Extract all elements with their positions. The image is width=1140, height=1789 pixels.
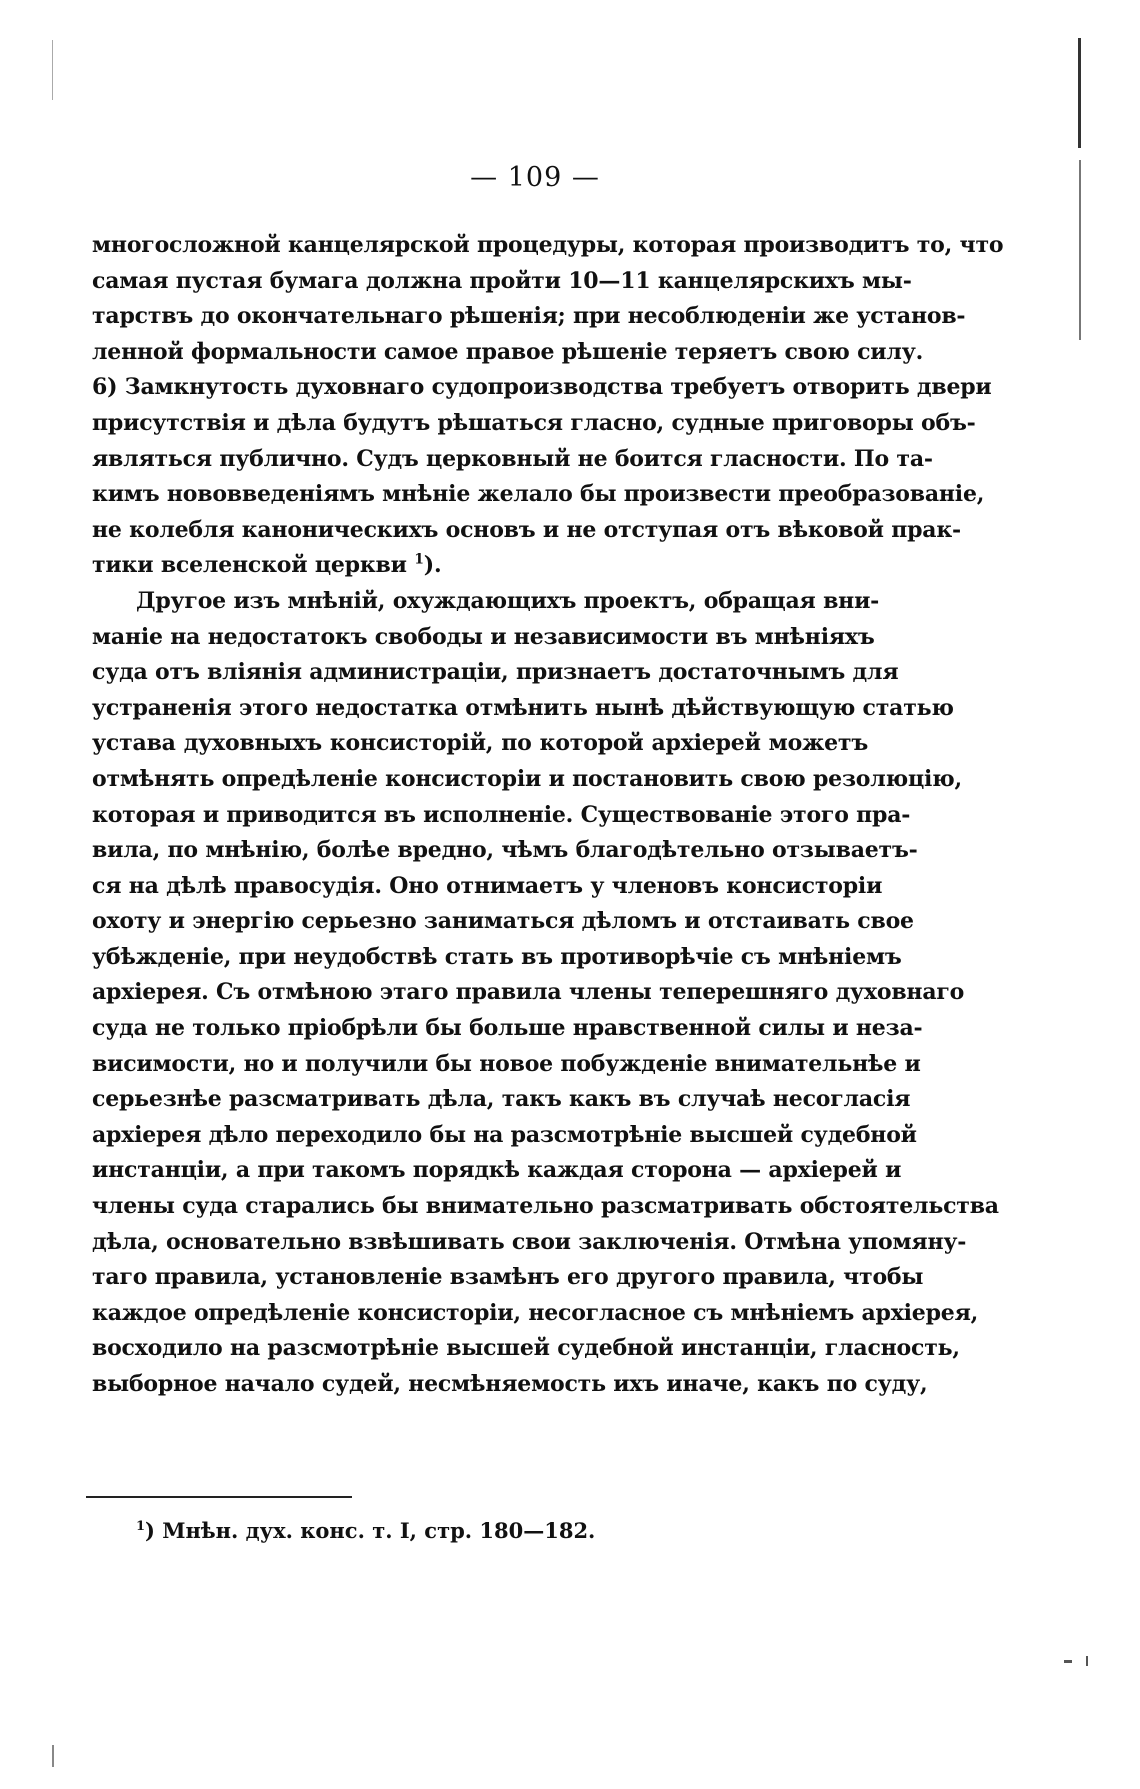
- footnote-divider: [86, 1496, 352, 1498]
- text-line: маніе на недостатокъ свободы и независимости въ мнѣніяхъ: [92, 623, 875, 650]
- text-line: таго правила, установленіе взамѣнъ его другого правила, чтобы: [92, 1264, 924, 1291]
- text-line: архіерея. Съ отмѣною этаго правила члены теперешняго духовнаго: [92, 979, 965, 1006]
- scan-speck-4: [52, 40, 53, 100]
- text-line: ленной формальности самое правое рѣшеніе теряетъ свою силу.: [92, 338, 924, 365]
- text-line-with-footnote-ref: [92, 548, 868, 584]
- text-line: члены суда старались бы внимательно разсматривать обстоятельства: [92, 1193, 999, 1220]
- scan-edge-line: [1078, 38, 1081, 148]
- paragraph-first-line: Другое изъ мнѣній, охуждающихъ проектъ, обращая вни-: [136, 587, 880, 614]
- text-line: убѣжденіе, при неудобствѣ стать въ противорѣчіе съ мнѣніемъ: [92, 943, 902, 970]
- text-line: вила, по мнѣнію, болѣе вредно, чѣмъ благодѣтельно отзываетъ-: [92, 837, 918, 864]
- text-line: 6) Замкнутость духовнаго судопроизводства требуетъ отворить двери: [92, 374, 992, 401]
- text-line: устраненія этого недостатка отмѣнить нынѣ дѣйствующую статью: [92, 694, 954, 721]
- footnote-reference-close: ).: [423, 552, 442, 579]
- text-line: серьезнѣе разсматривать дѣла, такъ какъ въ случаѣ несогласія: [92, 1086, 911, 1113]
- text-line: тарствъ до окончательнаго рѣшенія; при несоблюденіи же установ-: [92, 303, 966, 330]
- text-line: отмѣнять опредѣленіе консисторіи и постановить свою резолюцію,: [92, 765, 962, 792]
- text-line: каждое опредѣленіе консисторіи, несогласное съ мнѣніемъ архіерея,: [92, 1299, 979, 1326]
- page-number: — 109 —: [470, 162, 600, 193]
- scan-edge-line-lower: [1079, 160, 1081, 340]
- footnote-text: ) Мнѣн. дух. конс. т. I, стр. 180—182.: [145, 1518, 596, 1543]
- text-line: выборное начало судей, несмѣняемость ихъ иначе, какъ по суду,: [92, 1371, 928, 1397]
- text-line: висимости, но и получили бы новое побужденіе внимательнѣе и: [92, 1050, 921, 1077]
- text-line: тики вселенской церкви: [92, 552, 407, 579]
- text-line: инстанціи, а при такомъ порядкѣ каждая сторона — архіерей и: [92, 1157, 902, 1184]
- text-line: присутствія и дѣла будутъ рѣшаться гласно, судные приговоры объ-: [92, 409, 976, 436]
- text-line: архіерея дѣло переходило бы на разсмотрѣніе высшей судебной: [92, 1121, 917, 1148]
- text-line: восходило на разсмотрѣніе высшей судебной инстанціи, гласность,: [92, 1335, 960, 1362]
- body-text: [92, 228, 1004, 1403]
- text-line: суда отъ вліянія администраціи, признаетъ достаточнымъ для: [92, 659, 899, 686]
- text-line: многосложной канцелярской процедуры, которая производитъ то, что: [92, 232, 1004, 258]
- scan-speck-3: [52, 1745, 54, 1767]
- scan-speck: [1064, 1660, 1072, 1663]
- text-line: дѣла, основательно взвѣшивать свои заключенія. Отмѣна упомяну-: [92, 1228, 967, 1255]
- text-line: которая и приводится въ исполненіе. Существованіе этого пра-: [92, 801, 911, 828]
- text-line: устава духовныхъ консисторій, по которой архіерей можетъ: [92, 730, 868, 757]
- text-line: кимъ нововведеніямъ мнѣніе желало бы произвести преобразованіе,: [92, 481, 985, 508]
- text-line: самая пустая бумага должна пройти 10—11 канцелярскихъ мы-: [92, 267, 912, 294]
- text-line: являться публично. Судъ церковный не боится гласности. По та-: [92, 445, 933, 472]
- footnote-reference: 1: [414, 552, 424, 569]
- scan-speck-2: [1086, 1656, 1088, 1666]
- text-line: не колебля каноническихъ основъ и не отступая отъ вѣковой прак-: [92, 516, 961, 543]
- text-line: ся на дѣлѣ правосудія. Оно отнимаетъ у членовъ консисторіи: [92, 872, 883, 899]
- text-line: суда не только пріобрѣли бы больше нравственной силы и неза-: [92, 1015, 923, 1042]
- footnote: [136, 1518, 595, 1543]
- footnote-marker: 1: [136, 1519, 146, 1534]
- text-line: охоту и энергію серьезно заниматься дѣломъ и отстаивать свое: [92, 908, 914, 935]
